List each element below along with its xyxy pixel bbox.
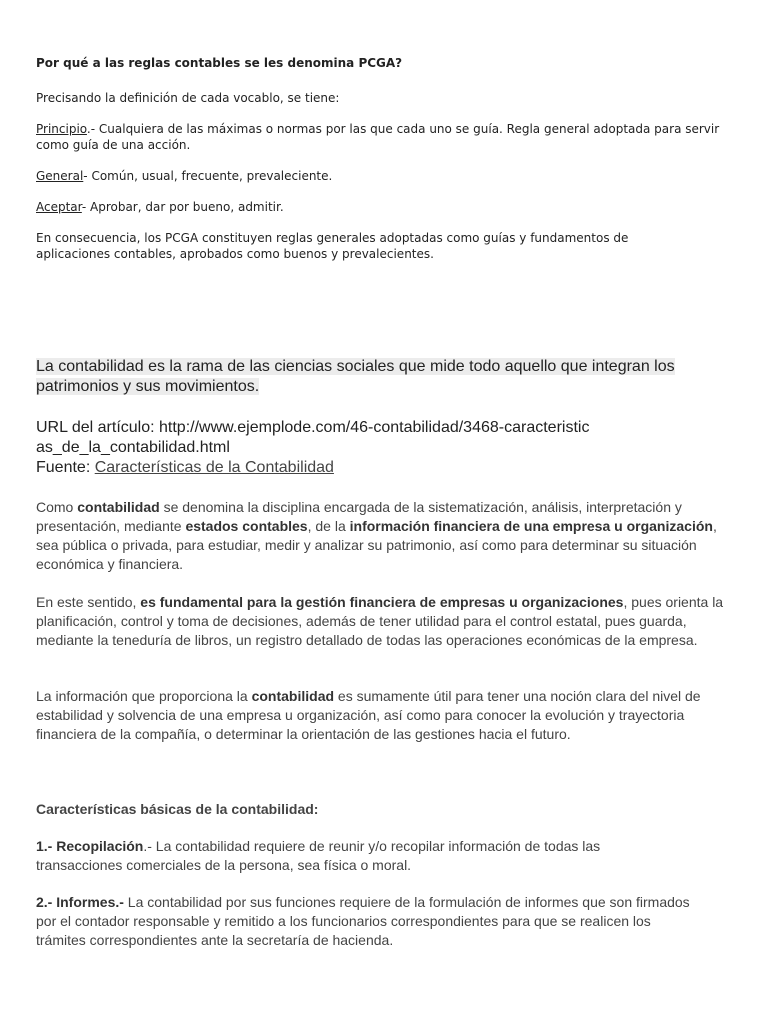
- pcga-conclusion: En consecuencia, los PCGA constituyen reglas generales adoptadas como guías y fundamentos de aplicaciones contables, aprobados como buenos y prevalecientes.: [36, 231, 629, 261]
- definition-text: Común, usual, frecuente, prevaleciente.: [87, 169, 333, 183]
- definition-principio: [36, 121, 726, 153]
- definition-sep: .-: [86, 122, 96, 136]
- definition-term: Principio: [36, 122, 87, 136]
- quote-text: [36, 357, 706, 397]
- characteristic-item-2: [36, 893, 696, 950]
- definition-aceptar: [36, 199, 726, 215]
- text-run: , pues orienta la planificación, control y toma de decisiones, además de tener utilidad para el control estatal, pues guarda, mediante la teneduría de libros, un registro detallado de todas las operaciones económicas de la empresa.: [36, 594, 724, 648]
- definition-term: General: [36, 169, 84, 183]
- body-paragraph-3: [36, 687, 736, 744]
- body-paragraph-2: [36, 593, 726, 650]
- bold-run: contabilidad: [251, 688, 335, 704]
- item-label: 1.- Recopilación: [36, 838, 144, 854]
- url-value[interactable]: http://www.ejemplode.com/46-contabilidad/3468-caracteristicas_de_la_contabilidad.html: [36, 419, 590, 456]
- characteristic-item-1: [36, 837, 676, 875]
- definition-text: Aprobar, dar por bueno, admitir.: [86, 200, 284, 214]
- characteristics-heading: Características básicas de la contabilidad:: [36, 801, 319, 817]
- definition-sep: -: [81, 200, 87, 214]
- article-url: [36, 418, 596, 458]
- item-text: .- La contabilidad requiere de reunir y/o recopilar información de todas las transacciones comerciales de la persona, sea física o moral.: [36, 838, 601, 873]
- source-link[interactable]: Características de la Contabilidad: [94, 459, 334, 476]
- item-text: La contabilidad por sus funciones requiere de la formulación de informes que son firmados por el contador responsable y remitido a los funcionarios correspondientes para que se realicen los trámites correspondientes ante la secretaría de hacienda.: [36, 894, 690, 948]
- text-run: , de la: [307, 518, 350, 534]
- source-line: [36, 458, 736, 478]
- bold-run: información financiera de una empresa u organización: [349, 518, 713, 534]
- text-run: , sea pública o privada, para estudiar, medir y analizar su patrimonio, así como para determinar su situación económica y financiera.: [36, 518, 717, 572]
- url-label: URL del artículo:: [36, 419, 160, 436]
- quote-block: [36, 357, 736, 478]
- source-label: Fuente:: [36, 459, 95, 476]
- body-paragraph-1: [36, 498, 736, 574]
- bold-run: estados contables: [185, 518, 308, 534]
- text-run: En este sentido,: [36, 594, 141, 610]
- definition-sep: -: [83, 169, 88, 183]
- pcga-intro: Precisando la definición de cada vocablo, se tiene:: [36, 91, 340, 105]
- definition-term: Aceptar: [36, 200, 82, 214]
- bold-run: contabilidad: [77, 499, 160, 515]
- pcga-title: Por qué a las reglas contables se les denomina PCGA?: [36, 56, 403, 70]
- text-run: se denomina la disciplina encargada de la sistematización, análisis, interpretación y presentación, mediante: [36, 499, 682, 534]
- text-run: Como: [36, 499, 78, 515]
- item-label: 2.- Informes.-: [36, 894, 124, 910]
- definition-general: [36, 168, 726, 184]
- text-run: es sumamente útil para tener una noción clara del nivel de estabilidad y solvencia de una empresa u organización, así como para conocer la evolución y trayectoria financiera de la compañía, o determinar la orientación de las gestiones hacia el futuro.: [36, 688, 701, 742]
- definition-text: Cualquiera de las máximas o normas por las que cada uno se guía. Regla general adoptada para servir como guía de una acción.: [36, 122, 720, 152]
- text-run: La información que proporciona la: [36, 688, 252, 704]
- bold-run: es fundamental para la gestión financiera de empresas u organizaciones: [140, 594, 624, 610]
- quote-highlight: La contabilidad es la rama de las ciencias sociales que mide todo aquello que integran los patrimonios y sus movimientos.: [36, 358, 675, 395]
